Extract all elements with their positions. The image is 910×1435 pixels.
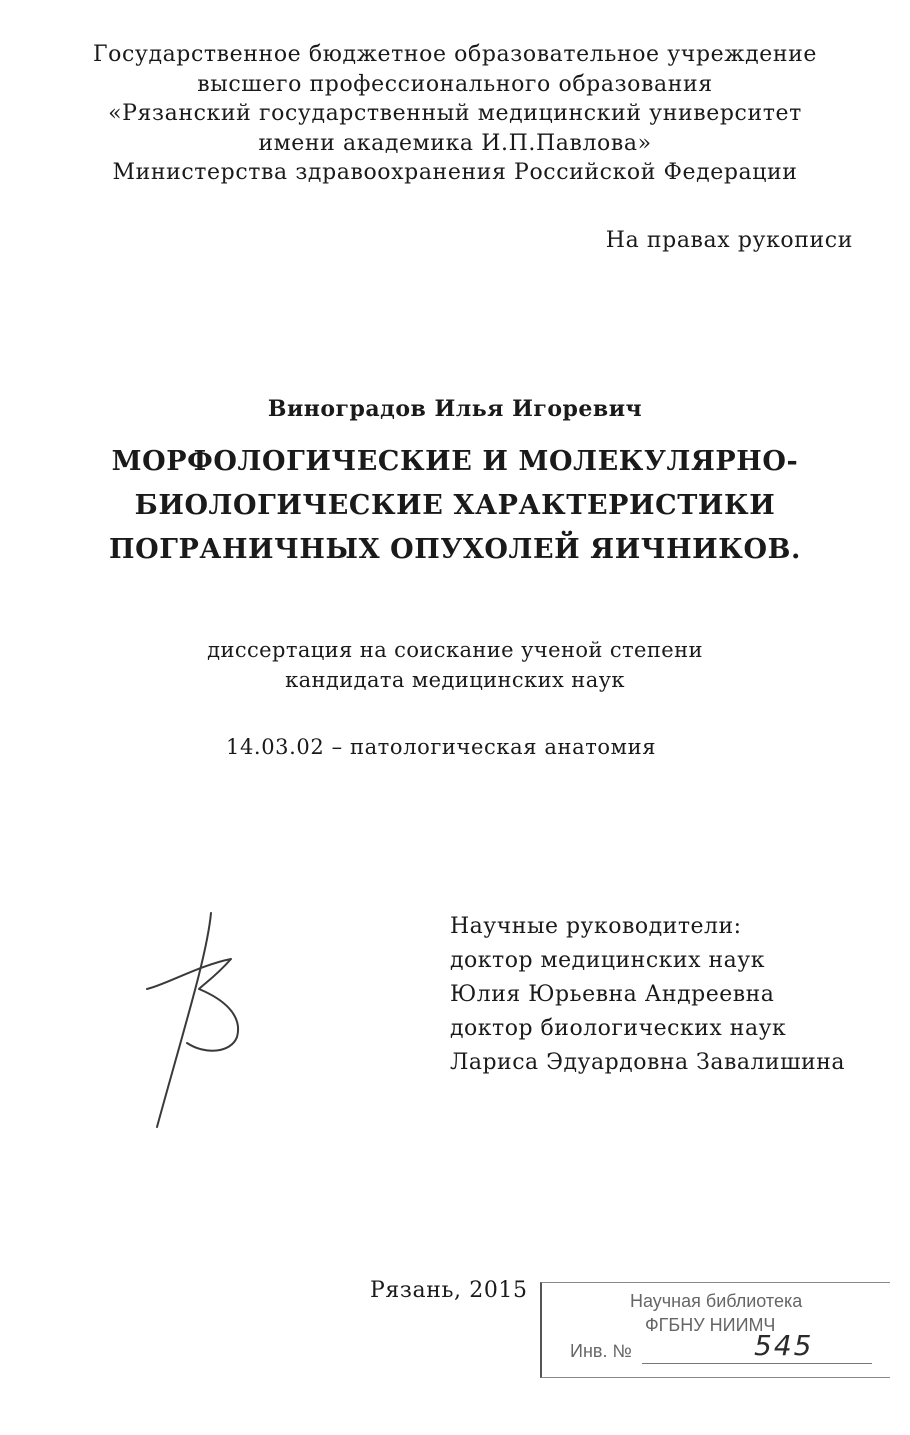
institution-line: высшего профессионального образования <box>197 71 713 97</box>
degree-line: кандидата медицинских наук <box>285 668 625 692</box>
author-name: Виноградов Илья Игоревич <box>267 396 643 422</box>
library-stamp <box>540 1282 890 1378</box>
supervisors-heading: Научные руководители: <box>450 914 742 939</box>
stamp-underline <box>642 1363 872 1364</box>
supervisors-block <box>450 910 845 1080</box>
supervisor-line: доктор биологических наук <box>450 1016 787 1041</box>
specialty-code: 14.03.02 – патологическая анатомия <box>226 735 657 759</box>
dissertation-title <box>0 440 910 572</box>
institution-line: «Рязанский государственный медицинский университет <box>108 101 802 126</box>
title-line: МОРФОЛОГИЧЕСКИЕ И МОЛЕКУЛЯРНО- <box>111 446 799 477</box>
institution-line: Министерства здравоохранения Российской Федерации <box>112 160 798 185</box>
stamp-inv-label: Инв. № <box>570 1341 632 1361</box>
title-line: ПОГРАНИЧНЫХ ОПУХОЛЕЙ ЯИЧНИКОВ. <box>109 534 801 565</box>
stamp-line-library: Научная библиотека <box>630 1291 803 1311</box>
rights-note: На правах рукописи <box>605 228 853 253</box>
supervisor-line: Лариса Эдуардовна Завалишина <box>450 1050 845 1075</box>
degree-statement <box>0 635 910 695</box>
degree-line: диссертация на соискание ученой степени <box>207 638 703 662</box>
institution-header <box>0 40 910 188</box>
supervisor-line: Юлия Юрьевна Андреевна <box>450 982 775 1007</box>
title-line: БИОЛОГИЧЕСКИЕ ХАРАКТЕРИСТИКИ <box>134 490 776 521</box>
institution-line: Государственное бюджетное образовательное учреждение <box>92 42 818 67</box>
stamp-inv-number: 545 <box>754 1329 814 1362</box>
institution-line: имени академика И.П.Павлова» <box>258 130 652 156</box>
stamp-line-org: ФГБНУ НИИМЧ <box>645 1315 776 1335</box>
city-year: Рязань, 2015 <box>370 1278 528 1303</box>
supervisor-line: доктор медицинских наук <box>450 948 765 973</box>
handwritten-signature <box>145 905 265 1135</box>
